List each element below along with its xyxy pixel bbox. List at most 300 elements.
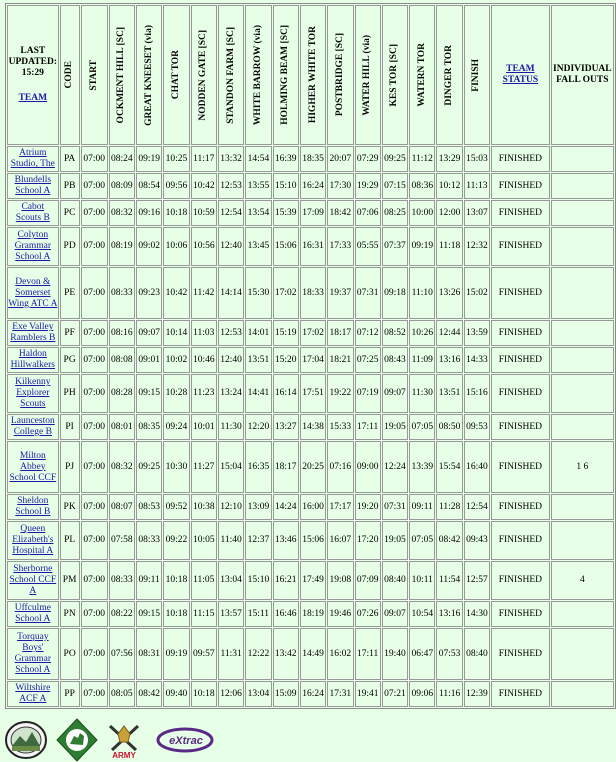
time-cell: 11:31 — [218, 628, 244, 680]
checkpoint-header — [191, 5, 217, 145]
fall-outs-cell — [551, 146, 614, 172]
time-cell: 08:01 — [109, 414, 135, 440]
time-cell: 18:17 — [327, 320, 353, 346]
time-cell: 13:07 — [464, 200, 490, 226]
fall-outs-cell — [551, 320, 614, 346]
time-cell: 07:00 — [81, 521, 108, 560]
time-cell: 13:54 — [245, 200, 271, 226]
time-cell: 15:06 — [300, 521, 326, 560]
time-cell: 07:00 — [81, 561, 108, 600]
time-cell: 11:42 — [191, 267, 217, 319]
fall-outs-cell: 4 — [551, 561, 614, 600]
time-cell: 11:17 — [191, 146, 217, 172]
time-cell: 09:43 — [464, 521, 490, 560]
time-cell: 10:26 — [409, 320, 435, 346]
team-cell — [7, 267, 59, 319]
time-cell: 13:29 — [436, 146, 462, 172]
time-cell: 08:22 — [109, 601, 135, 627]
code-header-label: CODE — [64, 61, 75, 89]
time-cell: 20:25 — [300, 441, 326, 493]
time-cell: 08:33 — [136, 521, 162, 560]
team-link[interactable]: Kilkenny Explorer Scouts — [15, 377, 51, 409]
time-cell: 13:51 — [245, 347, 271, 373]
time-cell: 15:06 — [273, 227, 299, 266]
time-cell: 15:10 — [245, 561, 271, 600]
time-cell: 12:06 — [218, 681, 244, 707]
time-cell: 09:15 — [136, 374, 162, 413]
time-cell: 09:02 — [136, 227, 162, 266]
time-cell: 17:17 — [327, 494, 353, 520]
time-cell: 07:31 — [355, 267, 381, 319]
checkpoint-label: POSTBRIDGE [SC] — [334, 33, 345, 117]
time-cell: 11:27 — [191, 441, 217, 493]
team-link[interactable]: Torquay Boys' Grammar School A — [14, 632, 52, 675]
table-row — [7, 347, 614, 373]
time-cell: 07:05 — [409, 414, 435, 440]
checkpoint-label: WHITE BARROW (via) — [252, 24, 263, 126]
time-cell: 16:24 — [300, 681, 326, 707]
time-cell: 08:36 — [409, 173, 435, 199]
time-cell: 11:40 — [218, 521, 244, 560]
time-cell: 11:15 — [191, 601, 217, 627]
time-cell: 07:00 — [81, 374, 108, 413]
time-cell: 13:24 — [218, 374, 244, 413]
time-cell: 14:30 — [464, 601, 490, 627]
time-cell: 08:09 — [109, 173, 135, 199]
time-cell: 07:19 — [355, 374, 381, 413]
time-cell: 11:54 — [436, 561, 462, 600]
time-cell: 17:04 — [300, 347, 326, 373]
time-cell: 10:42 — [163, 267, 189, 319]
status-cell: FINISHED — [491, 628, 550, 680]
status-cell: FINISHED — [491, 347, 550, 373]
fall-outs-cell — [551, 267, 614, 319]
time-cell: 08:33 — [109, 267, 135, 319]
time-cell: 12:39 — [464, 681, 490, 707]
checkpoint-label: HOLMING BEAM [SC] — [280, 25, 291, 125]
time-cell: 10:38 — [191, 494, 217, 520]
fall-outs-cell: 1 6 — [551, 441, 614, 493]
team-link[interactable]: Uffculme School A — [14, 603, 51, 624]
time-cell: 14:33 — [464, 347, 490, 373]
team-link[interactable]: Haldon Hillwalkers — [10, 349, 55, 370]
team-cell — [7, 494, 59, 520]
code-cell: PA — [60, 146, 80, 172]
fall-outs-cell — [551, 681, 614, 707]
time-cell: 11:10 — [409, 267, 435, 319]
time-cell: 13:27 — [273, 414, 299, 440]
extrac-logo — [156, 726, 214, 754]
team-link[interactable]: Wiltshire ACF A — [15, 683, 51, 704]
team-cell — [7, 146, 59, 172]
status-cell: FINISHED — [491, 494, 550, 520]
time-cell: 12:54 — [464, 494, 490, 520]
time-cell: 10:54 — [409, 601, 435, 627]
time-cell: 15:39 — [273, 200, 299, 226]
table-row — [7, 601, 614, 627]
team-status-sort-link[interactable]: TEAM STATUS — [502, 64, 539, 85]
finish-header — [464, 5, 490, 145]
time-cell: 12:53 — [218, 320, 244, 346]
time-cell: 17:11 — [355, 414, 381, 440]
time-cell: 08:16 — [109, 320, 135, 346]
time-cell: 17:49 — [300, 561, 326, 600]
time-cell: 09:19 — [136, 146, 162, 172]
table-row — [7, 173, 614, 199]
time-cell: 19:37 — [327, 267, 353, 319]
time-cell: 07:00 — [81, 441, 108, 493]
time-cell: 13:16 — [436, 601, 462, 627]
table-row — [7, 146, 614, 172]
status-cell: FINISHED — [491, 173, 550, 199]
fall-outs-cell — [551, 173, 614, 199]
time-cell: 14:54 — [245, 146, 271, 172]
time-cell: 19:46 — [327, 601, 353, 627]
team-link[interactable]: Exe Valley Ramblers B — [10, 322, 56, 343]
fall-outs-cell — [551, 521, 614, 560]
time-cell: 12:24 — [382, 441, 408, 493]
table-row — [7, 374, 614, 413]
time-cell: 14:01 — [245, 320, 271, 346]
team-link[interactable]: Queen Elizabeth's Hospital A — [12, 524, 54, 556]
time-cell: 19:08 — [327, 561, 353, 600]
table-row — [7, 494, 614, 520]
time-cell: 13:46 — [273, 521, 299, 560]
time-cell: 07:37 — [382, 227, 408, 266]
team-cell — [7, 681, 59, 707]
time-cell: 10:18 — [163, 601, 189, 627]
time-cell: 08:25 — [382, 200, 408, 226]
code-cell: PI — [60, 414, 80, 440]
time-cell: 07:00 — [81, 414, 108, 440]
time-cell: 07:00 — [81, 601, 108, 627]
finish-header-label: FINISH — [471, 58, 482, 92]
time-cell: 19:05 — [382, 414, 408, 440]
time-cell: 09:00 — [355, 441, 381, 493]
time-cell: 08:40 — [464, 628, 490, 680]
time-cell: 12:53 — [218, 173, 244, 199]
time-cell: 07:56 — [109, 628, 135, 680]
time-cell: 08:07 — [109, 494, 135, 520]
time-cell: 10:18 — [163, 561, 189, 600]
checkpoint-label: OCKMENT HILL [SC] — [116, 26, 127, 124]
time-cell: 11:16 — [436, 681, 462, 707]
team-link[interactable]: Colyton Grammar School A — [14, 230, 52, 262]
time-cell: 06:47 — [409, 628, 435, 680]
team-cell — [7, 414, 59, 440]
time-cell: 10:18 — [163, 200, 189, 226]
time-cell: 08:54 — [136, 173, 162, 199]
team-cell — [7, 227, 59, 266]
time-cell: 08:43 — [382, 347, 408, 373]
time-cell: 12:54 — [218, 200, 244, 226]
time-cell: 07:00 — [81, 227, 108, 266]
time-cell: 12:40 — [218, 347, 244, 373]
time-cell: 17:33 — [327, 227, 353, 266]
checkpoint-label: STANDON FARM [SC] — [225, 26, 236, 124]
fall-outs-cell — [551, 374, 614, 413]
time-cell: 10:00 — [409, 200, 435, 226]
dartmoor-national-park-logo — [56, 718, 98, 762]
time-cell: 07:05 — [409, 521, 435, 560]
team-sort-link[interactable]: TEAM — [18, 93, 48, 103]
time-cell: 14:41 — [245, 374, 271, 413]
time-cell: 16:14 — [273, 374, 299, 413]
team-link[interactable]: Sheldon School B — [15, 496, 51, 517]
checkpoint-label: NODDEN GATE [SC] — [198, 29, 209, 121]
time-cell: 15:33 — [327, 414, 353, 440]
time-cell: 12:57 — [464, 561, 490, 600]
time-cell: 10:18 — [191, 681, 217, 707]
time-cell: 07:58 — [109, 521, 135, 560]
fall-outs-cell — [551, 601, 614, 627]
code-cell: PG — [60, 347, 80, 373]
time-cell: 12:22 — [245, 628, 271, 680]
time-cell: 12:40 — [218, 227, 244, 266]
status-cell: FINISHED — [491, 441, 550, 493]
time-cell: 16:31 — [300, 227, 326, 266]
table-row — [7, 227, 614, 266]
time-cell: 11:28 — [436, 494, 462, 520]
time-cell: 15:20 — [273, 347, 299, 373]
army-logo — [104, 720, 144, 760]
time-cell: 15:04 — [218, 441, 244, 493]
time-cell: 19:05 — [382, 521, 408, 560]
time-cell: 08:28 — [109, 374, 135, 413]
table-row — [7, 561, 614, 600]
team-link[interactable]: Sherborne School CCF A — [9, 564, 57, 596]
time-cell: 13:39 — [409, 441, 435, 493]
last-updated-header — [7, 5, 59, 145]
code-cell: PK — [60, 494, 80, 520]
time-cell: 09:52 — [163, 494, 189, 520]
time-cell: 07:53 — [436, 628, 462, 680]
fall-outs-cell — [551, 628, 614, 680]
checkpoint-label: WATER HILL (via) — [362, 34, 373, 116]
fall-outs-cell — [551, 494, 614, 520]
checkpoint-label: CHAT TOR — [170, 50, 181, 100]
time-cell: 17:02 — [300, 320, 326, 346]
time-cell: 07:12 — [355, 320, 381, 346]
time-cell: 11:30 — [409, 374, 435, 413]
time-cell: 08:50 — [436, 414, 462, 440]
time-cell: 09:57 — [191, 628, 217, 680]
checkpoint-label: WATERN TOR — [416, 43, 427, 107]
team-cell — [7, 628, 59, 680]
status-cell: FINISHED — [491, 561, 550, 600]
time-cell: 13:09 — [245, 494, 271, 520]
status-cell: FINISHED — [491, 227, 550, 266]
fall-outs-cell — [551, 200, 614, 226]
ten-tors-logo — [4, 720, 48, 760]
time-cell: 15:09 — [273, 681, 299, 707]
time-cell: 17:30 — [327, 173, 353, 199]
time-cell: 15:30 — [245, 267, 271, 319]
time-cell: 13:16 — [436, 347, 462, 373]
time-cell: 16:39 — [273, 146, 299, 172]
time-cell: 13:55 — [245, 173, 271, 199]
time-cell: 09:07 — [382, 374, 408, 413]
time-cell: 09:40 — [163, 681, 189, 707]
checkpoint-header — [218, 5, 244, 145]
time-cell: 19:40 — [382, 628, 408, 680]
time-cell: 09:06 — [409, 681, 435, 707]
time-cell: 19:41 — [355, 681, 381, 707]
table-row — [7, 320, 614, 346]
time-cell: 10:28 — [163, 374, 189, 413]
time-cell: 07:00 — [81, 320, 108, 346]
code-cell: PD — [60, 227, 80, 266]
time-cell: 19:22 — [327, 374, 353, 413]
team-link[interactable]: Atrium Studio, The — [10, 148, 55, 169]
team-cell — [7, 441, 59, 493]
time-cell: 08:53 — [136, 494, 162, 520]
team-link[interactable]: Blundells School A — [14, 175, 52, 196]
time-cell: 11:09 — [409, 347, 435, 373]
team-cell — [7, 173, 59, 199]
checkpoint-header — [300, 5, 326, 145]
table-row — [7, 441, 614, 493]
time-cell: 16:07 — [327, 521, 353, 560]
code-cell: PB — [60, 173, 80, 199]
time-cell: 10:14 — [163, 320, 189, 346]
time-cell: 16:00 — [300, 494, 326, 520]
time-cell: 10:01 — [191, 414, 217, 440]
time-cell: 08:32 — [109, 441, 135, 493]
time-cell: 13:42 — [273, 628, 299, 680]
time-cell: 18:35 — [300, 146, 326, 172]
code-cell: PM — [60, 561, 80, 600]
time-cell: 09:25 — [136, 441, 162, 493]
team-cell — [7, 601, 59, 627]
time-cell: 09:56 — [163, 173, 189, 199]
time-cell: 09:22 — [163, 521, 189, 560]
time-cell: 10:06 — [163, 227, 189, 266]
checkpoint-header — [436, 5, 462, 145]
time-cell: 16:21 — [273, 561, 299, 600]
checkpoint-label: HIGHER WHITE TOR — [307, 26, 318, 124]
time-cell: 07:00 — [81, 173, 108, 199]
time-cell: 13:26 — [436, 267, 462, 319]
time-cell: 13:59 — [464, 320, 490, 346]
time-cell: 09:15 — [136, 601, 162, 627]
time-cell: 12:37 — [245, 521, 271, 560]
time-cell: 07:00 — [81, 628, 108, 680]
team-cell — [7, 200, 59, 226]
time-cell: 07:00 — [81, 267, 108, 319]
fall-outs-cell — [551, 227, 614, 266]
time-cell: 14:24 — [273, 494, 299, 520]
time-cell: 15:03 — [464, 146, 490, 172]
time-cell: 09:19 — [409, 227, 435, 266]
time-cell: 07:26 — [355, 601, 381, 627]
checkpoint-label: DINGER TOR — [444, 44, 455, 106]
table-row — [7, 521, 614, 560]
status-cell: FINISHED — [491, 521, 550, 560]
time-cell: 19:29 — [355, 173, 381, 199]
time-cell: 15:54 — [436, 441, 462, 493]
team-link[interactable]: Launceston College B — [10, 416, 55, 437]
checkpoint-header — [327, 5, 353, 145]
time-cell: 14:14 — [218, 267, 244, 319]
time-cell: 17:02 — [273, 267, 299, 319]
time-cell: 10:42 — [191, 173, 217, 199]
code-cell: PL — [60, 521, 80, 560]
time-cell: 12:32 — [464, 227, 490, 266]
time-cell: 20:07 — [327, 146, 353, 172]
army-logo-text: ARMY — [112, 751, 136, 760]
checkpoint-header — [136, 5, 162, 145]
time-cell: 10:56 — [191, 227, 217, 266]
checkpoint-header — [245, 5, 271, 145]
time-cell: 09:16 — [136, 200, 162, 226]
fall-outs-header — [551, 5, 614, 145]
time-cell: 15:02 — [464, 267, 490, 319]
team-cell — [7, 374, 59, 413]
code-cell: PP — [60, 681, 80, 707]
code-cell: PF — [60, 320, 80, 346]
results-body — [7, 146, 614, 707]
code-cell: PH — [60, 374, 80, 413]
time-cell: 10:02 — [163, 347, 189, 373]
time-cell: 07:15 — [382, 173, 408, 199]
time-cell: 07:00 — [81, 494, 108, 520]
time-cell: 07:06 — [355, 200, 381, 226]
team-link[interactable]: Milton Abbey School CCF — [9, 450, 57, 483]
time-cell: 12:00 — [436, 200, 462, 226]
time-cell: 11:05 — [191, 561, 217, 600]
team-link[interactable]: Devon & Somerset Wing ATC A — [8, 276, 58, 309]
time-cell: 15:16 — [464, 374, 490, 413]
time-cell: 07:16 — [327, 441, 353, 493]
time-cell: 18:21 — [327, 347, 353, 373]
time-cell: 13:57 — [218, 601, 244, 627]
checkpoint-label: KES TOR [SC] — [389, 43, 400, 107]
status-cell: FINISHED — [491, 374, 550, 413]
time-cell: 11:12 — [409, 146, 435, 172]
time-cell: 17:09 — [300, 200, 326, 226]
checkpoint-header — [382, 5, 408, 145]
time-cell: 07:29 — [355, 146, 381, 172]
start-header-label: START — [88, 59, 99, 91]
time-cell: 15:19 — [273, 320, 299, 346]
time-cell: 10:05 — [191, 521, 217, 560]
team-cell — [7, 320, 59, 346]
time-cell: 09:07 — [382, 601, 408, 627]
time-cell: 12:20 — [245, 414, 271, 440]
checkpoint-header — [409, 5, 435, 145]
time-cell: 16:40 — [464, 441, 490, 493]
time-cell: 08:31 — [136, 628, 162, 680]
time-cell: 11:18 — [436, 227, 462, 266]
code-cell: PC — [60, 200, 80, 226]
time-cell: 09:23 — [136, 267, 162, 319]
checkpoint-header — [273, 5, 299, 145]
time-cell: 08:42 — [136, 681, 162, 707]
team-link[interactable]: Cabot Scouts B — [15, 202, 50, 223]
time-cell: 09:11 — [136, 561, 162, 600]
time-cell: 13:51 — [436, 374, 462, 413]
time-cell: 17:11 — [355, 628, 381, 680]
time-cell: 07:09 — [355, 561, 381, 600]
time-cell: 07:00 — [81, 200, 108, 226]
time-cell: 14:38 — [300, 414, 326, 440]
table-row — [7, 628, 614, 680]
time-cell: 09:11 — [409, 494, 435, 520]
time-cell: 18:42 — [327, 200, 353, 226]
results-table-wrapper — [5, 3, 616, 709]
time-cell: 11:13 — [464, 173, 490, 199]
